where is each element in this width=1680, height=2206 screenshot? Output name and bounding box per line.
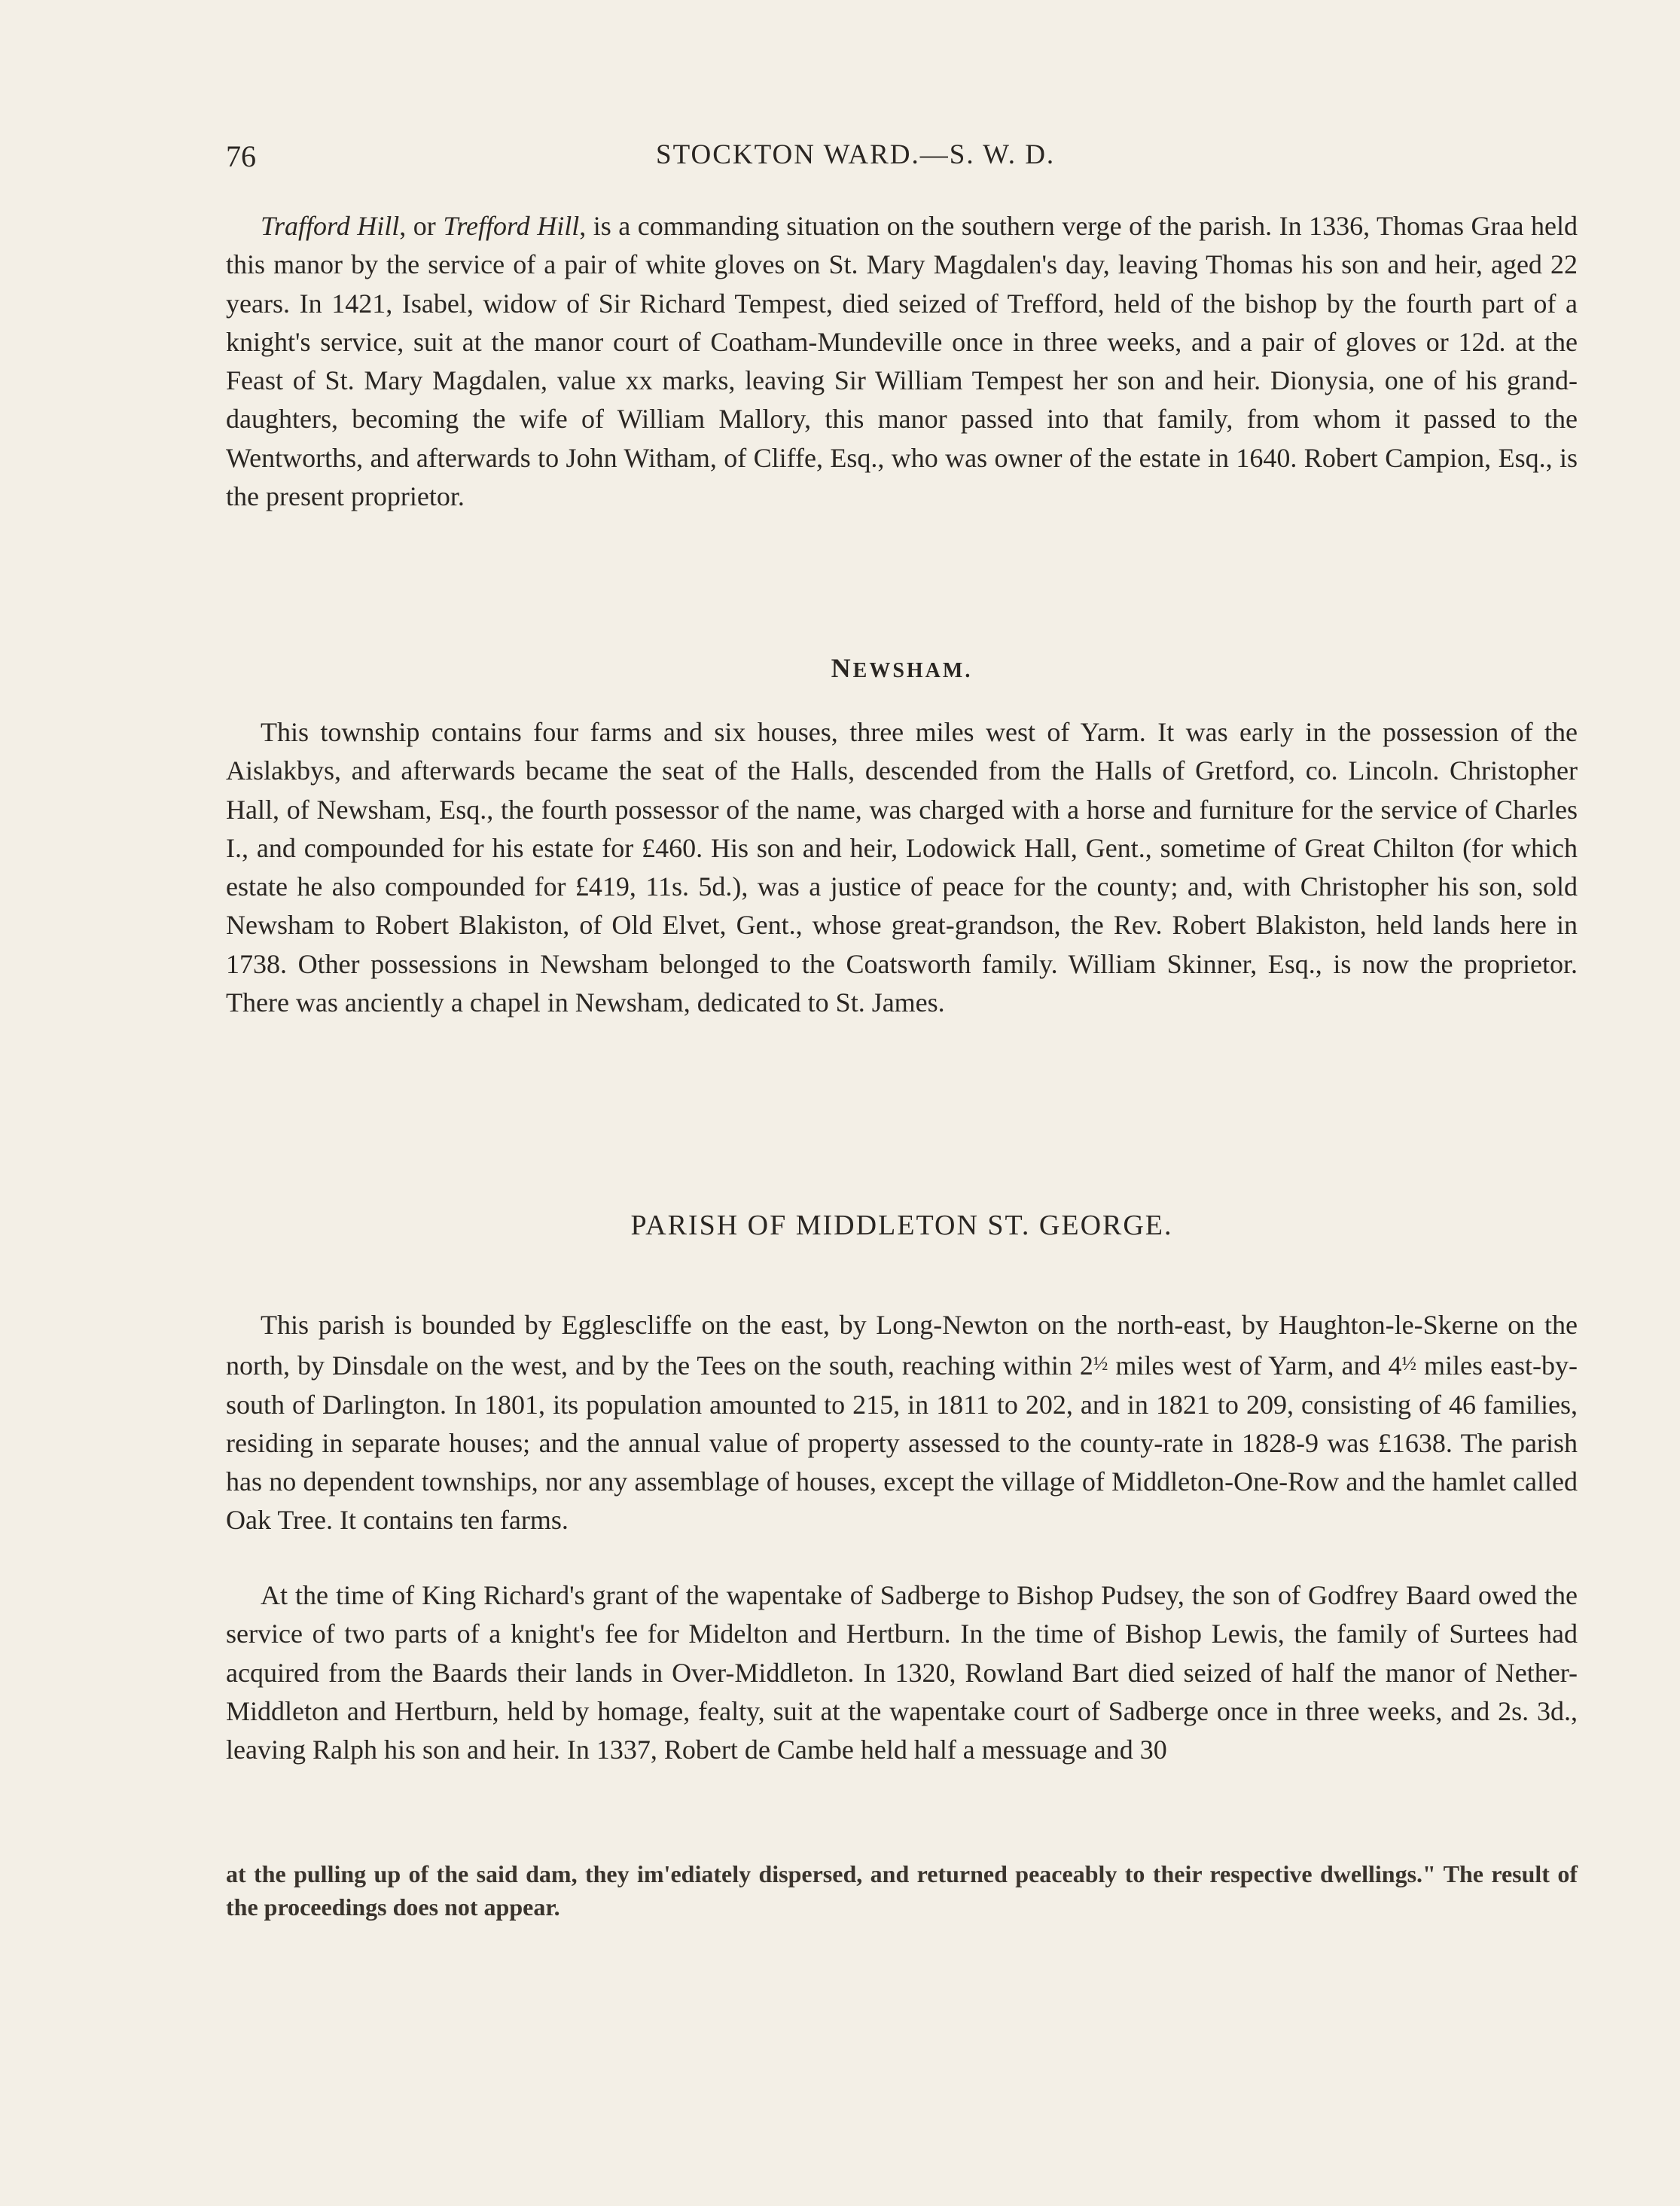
heading-initial: N — [831, 653, 853, 683]
footnote: at the pulling up of the said dam, they im'ediately dispersed, and returned peaceably to their respective dwellings." The result of the proceedings does not appear. — [226, 1860, 1578, 1921]
page-header — [226, 139, 1581, 184]
place-name-trafford: Trafford Hill — [261, 211, 400, 241]
page-number: 76 — [226, 139, 256, 173]
paragraph-trafford-hill — [226, 207, 1578, 516]
paragraph-newsham: This township contains four farms and six houses, three miles west of Yarm. It was early in the possession of the Aislakbys, and afterwards became the seat of the Halls, descended from the Halls of Gretford, co. Lincoln. Christopher Hall, of Newsham, Esq., the fourth possessor of the name, was charged with a horse and furniture for the service of Charles I., and compounded for his estate for £460. His son and heir, Lodowick Hall, Gent., sometime of Great Chilton (for which estate he also compounded for £419, 11s. 5d.), was a justice of peace for the county; and, with Christopher his son, sold Newsham to Robert Blakiston, of Old Elvet, Gent., whose great-grandson, the Rev. Robert Blakiston, held lands here in 1738. Other possessions in Newsham belonged to the Coatsworth family. William Skinner, Esq., is now the proprietor. There was anciently a chapel in Newsham, dedicated to St. James. — [226, 717, 1578, 1018]
heading-rest: EWSHAM. — [852, 659, 973, 682]
text-part: miles west of Yarm, and 4 — [1108, 1350, 1402, 1381]
paragraph-text: , is a commanding situation on the southern verge of the parish. In 1336, Thomas Graa held this manor by the service of a pair of white gloves on St. Mary Magdalen's day, leaving Thomas his son and heir, aged 22 years. In 1421, Isabel, widow of Sir Richard Tempest, died seized of Trefford, held of the bishop by the fourth part of a knight's service, suit at the manor court of Coatham-Mundeville once in three weeks, and a pair of gloves or 12d. at the Feast of St. Mary Magdalen, value xx marks, leaving Sir William Tempest her son and heir. Dionysia, one of his grand-daughters, becoming the wife of William Mallory, this manor passed into that family, from whom it passed to the Wentworths, and afterwards to John Witham, of Cliffe, Esq., who was owner of the estate in 1640. Robert Campion, Esq., is the present proprietor. — [226, 211, 1578, 512]
place-name-trefford: Trefford Hill — [443, 211, 580, 241]
paragraph-middleton-bounds — [226, 1306, 1578, 1540]
fraction: ½ — [1401, 1353, 1417, 1375]
text-part: miles east-by-south of Darlington. In 1801, its population amounted to 215, in 1811 to 202, and in 1821 to 209, consisting of 46 families, residing in separate houses; and the annual value of property assessed to the county-rate in 1828-9 was £1638. The parish has no dependent townships, nor any assemblage of houses, except the village of Middleton-One-Row and the hamlet called Oak Tree. It contains ten farms. — [226, 1350, 1578, 1536]
fraction: ½ — [1093, 1353, 1108, 1375]
running-head: STOCKTON WARD.—S. W. D. — [656, 139, 1056, 170]
or-connector: , or — [399, 211, 444, 241]
paragraph-middleton-history: At the time of King Richard's grant of the wapentake of Sadberge to Bishop Pudsey, the son of Godfrey Baard owed the service of two parts of a knight's fee for Midelton and Hertburn. In the time of Bishop Lewis, the family of Surtees had acquired from the Baards their lands in Over-Middleton. In 1320, Rowland Bart died seized of half the manor of Nether-Middleton and Hertburn, held by homage, fealty, suit at the wapentake court of Sadberge once in three weeks, and 2s. 3d., leaving Ralph his son and heir. In 1337, Robert de Cambe held half a messuage and 30 — [226, 1580, 1578, 1765]
newsham-heading — [226, 652, 1578, 684]
text-part: This parish is bounded by Egglescliffe on the east, by Long-Newton on the north-east, by Haughton-le-Skerne on the north, by Dinsdale on the west, and by the Tees on the south, reaching within 2 — [226, 1310, 1578, 1381]
middleton-heading: PARISH OF MIDDLETON ST. GEORGE. — [630, 1210, 1173, 1241]
